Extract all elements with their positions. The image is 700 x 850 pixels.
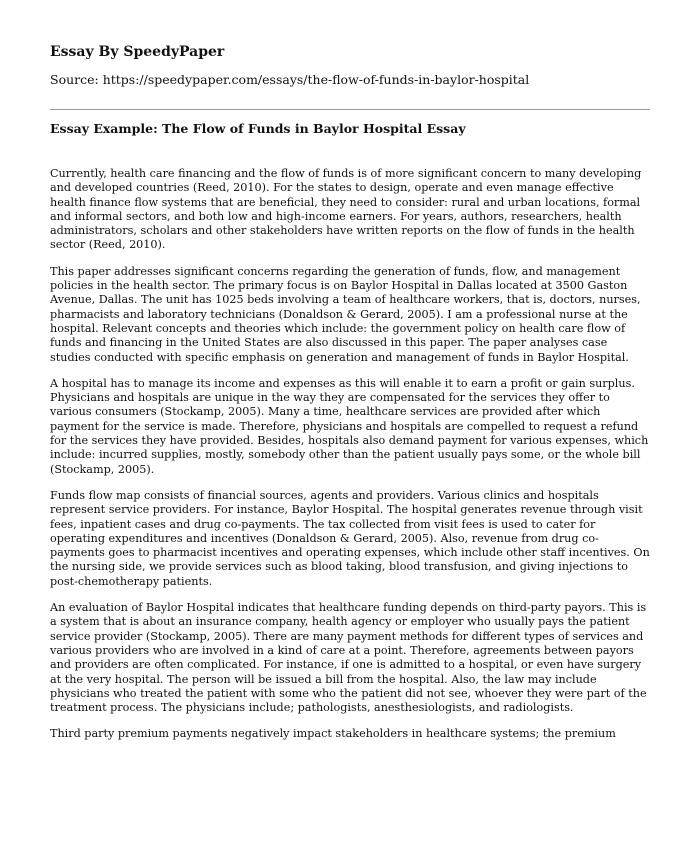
- paragraph-6: Third party premium payments negatively impact stakeholders in healthcare systems; the premium: [50, 727, 616, 741]
- essay-title: Essay Example: The Flow of Funds in Baylor Hospital Essay: [50, 121, 466, 136]
- brand-heading: Essay By SpeedyPaper: [50, 44, 225, 60]
- source-line: Source: https://speedypaper.com/essays/the-flow-of-funds-in-baylor-hospital: [50, 72, 530, 87]
- paragraph-4: Funds flow map consists of financial sources, agents and providers. Various clinics and hospitals represent service providers. For instance, Baylor Hospital. The hospital generates revenue through visit fees, inpatient cases and drug co-payments. The tax collected from visit fees is used to cater for operating expenditures and incentives (Donaldson & Gerard, 2005). Also, revenue from drug co-payments goes to pharmacist incentives and operating expenses, which include other staff incentives. On the nursing side, we provide services such as blood taking, blood transfusion, and giving injections to post-chemotherapy patients.: [50, 488, 650, 588]
- paragraph-5: An evaluation of Baylor Hospital indicates that healthcare funding depends on third-party payors. This is a system that is about an insurance company, health agency or employer who usually pays the patient service provider (Stockamp, 2005). There are many payment methods for different types of services and various providers who are involved in a kind of care at a point. Therefore, agreements between payors and providers are often complicated. For instance, if one is admitted to a hospital, or even have surgery at the very hospital. The person will be issued a bill from the hospital. Also, the law may include physicians who treated the patient with some who the patient did not see, whoever they were part of the treatment process. The physicians include; pathologists, anesthesiologists, and radiologists.: [50, 601, 647, 715]
- paragraph-3: A hospital has to manage its income and expenses as this will enable it to earn a profit or gain surplus. Physicians and hospitals are unique in the way they are compensated for the services they offer to various consumers (Stockamp, 2005). Many a time, healthcare services are provided after which payment for the service is made. Therefore, physicians and hospitals are compelled to request a refund for the services they have provided. Besides, hospitals also demand payment for various expenses, which include: incurred supplies, mostly, somebody other than the patient usually pays some, or the whole bill (Stockamp, 2005).: [50, 376, 649, 476]
- paragraph-1: Currently, health care financing and the flow of funds is of more significant concern to many developing and developed countries (Reed, 2010). For the states to design, operate and even manage effective health finance flow systems that are beneficial, they need to consider: rural and urban locations, formal and informal sectors, and both low and high-income earners. For years, authors, researchers, health administrators, scholars and other stakeholders have written reports on the flow of funds in the health sector (Reed, 2010).: [50, 167, 642, 252]
- essay-body: [50, 167, 650, 754]
- paragraph-2: This paper addresses significant concerns regarding the generation of funds, flow, and management policies in the health sector. The primary focus is on Baylor Hospital in Dallas located at 3500 Gaston Avenue, Dallas. The unit has 1025 beds involving a team of healthcare workers, that is, doctors, nurses, pharmacists and laboratory technicians (Donaldson & Gerard, 2005). I am a professional nurse at the hospital. Relevant concepts and theories which include: the government policy on health care flow of funds and financing in the United States are also discussed in this paper. The paper analyses case studies conducted with specific emphasis on generation and management of funds in Baylor Hospital.: [50, 264, 641, 364]
- header-divider: [50, 109, 650, 110]
